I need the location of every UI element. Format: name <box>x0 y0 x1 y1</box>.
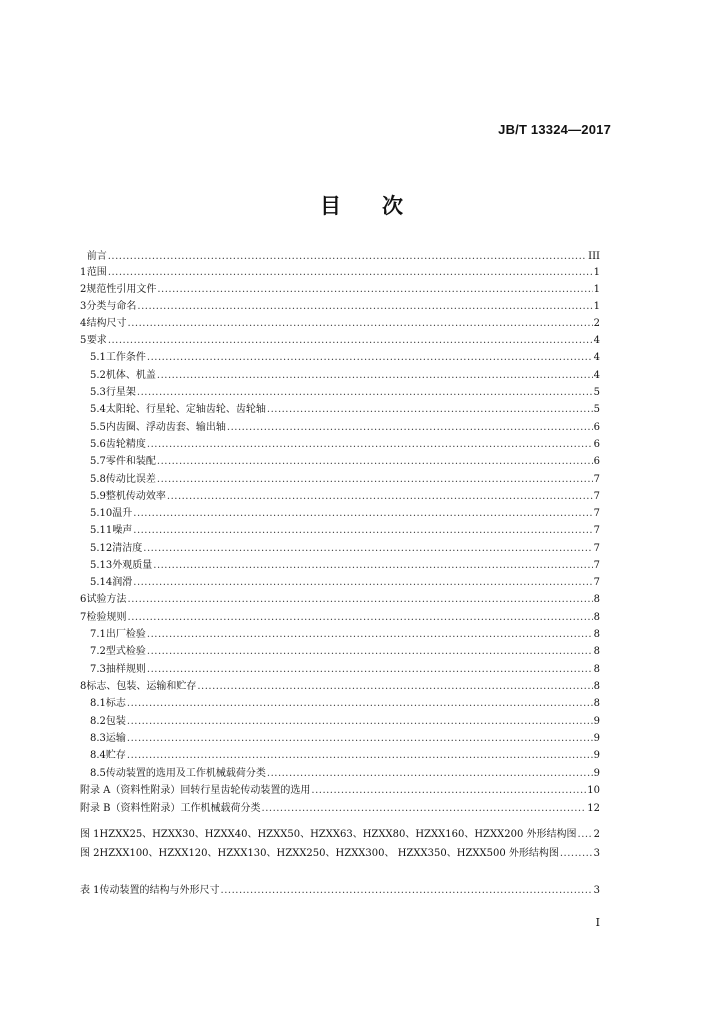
toc-entry-label: HZXX25、HZXX30、HZXX40、HZXX50、HZXX63、HZXX80、HZXX160、HZXX200 外形结构图 <box>99 829 577 840</box>
toc-entry-page: 8 <box>593 698 600 709</box>
toc-entry-label: 型式检验 <box>105 646 146 657</box>
toc-entry-page: 7 <box>593 577 600 588</box>
toc-entry-number: 图 1 <box>80 829 100 840</box>
toc-dot-leader <box>267 401 593 418</box>
toc-entry[interactable] <box>80 298 600 315</box>
toc-entry[interactable] <box>80 488 600 505</box>
toc-entry-page: 9 <box>593 750 600 761</box>
toc-entry[interactable] <box>80 695 600 712</box>
toc-entry-label: 噪声 <box>112 525 133 536</box>
toc-entry-label: 标志 <box>105 698 126 709</box>
toc-entry[interactable] <box>80 248 600 265</box>
toc-dot-leader <box>133 574 592 591</box>
toc-dot-leader <box>147 626 593 643</box>
toc-entry-label: 齿轮精度 <box>105 439 146 450</box>
toc-entry-page: III <box>588 251 600 262</box>
toc-entry-number: 7.2 <box>90 646 106 657</box>
toc-entry[interactable] <box>80 384 600 401</box>
toc-dot-leader <box>127 695 593 712</box>
toc-entry-number: 5.2 <box>90 370 106 381</box>
toc-dot-leader <box>137 384 593 401</box>
toc-dot-leader <box>128 609 593 626</box>
toc-entry-page: 7 <box>593 474 600 485</box>
toc-entry[interactable] <box>80 826 600 843</box>
toc-entry-number: 5.6 <box>90 439 106 450</box>
toc-dot-leader <box>157 453 593 470</box>
toc-entry[interactable] <box>80 332 600 349</box>
toc-dot-leader <box>197 678 592 695</box>
toc-entry-number: 5.5 <box>90 422 106 433</box>
toc-entry-number: 附录 B（资料性附录） <box>80 803 181 814</box>
toc-entry-number: 5.13 <box>90 560 113 571</box>
toc-entry-page: 8 <box>593 681 600 692</box>
toc-entry-page: 2 <box>593 318 600 329</box>
toc-entry-number: 5.12 <box>90 543 113 554</box>
toc-entry-label: 整机传动效率 <box>105 491 166 502</box>
toc-dot-leader <box>560 845 593 862</box>
toc-dot-leader <box>108 248 587 265</box>
toc-entry-number: 5.8 <box>90 474 106 485</box>
toc-entry-page: 4 <box>593 370 600 381</box>
toc-entry-label: 传动装置的选用及工作机械载荷分类 <box>105 768 266 779</box>
toc-entry-label: 传动比误差 <box>105 474 156 485</box>
toc-entry-page: 12 <box>587 803 600 814</box>
toc-entry[interactable] <box>80 436 600 453</box>
toc-dot-leader <box>157 471 593 488</box>
toc-dot-leader <box>147 661 593 678</box>
toc-dot-leader <box>137 298 592 315</box>
toc-dot-leader <box>128 315 593 332</box>
toc-entry[interactable] <box>80 730 600 747</box>
toc-entry-label: 行星架 <box>105 387 136 398</box>
toc-entry-page: 7 <box>593 508 600 519</box>
toc-entry-number: 图 2 <box>80 848 100 859</box>
toc-entry-page: 6 <box>593 439 600 450</box>
toc-entry-page: 10 <box>587 785 600 796</box>
toc-entry-label: 传动装置的结构与外形尺寸 <box>99 885 220 896</box>
toc-entry-page: 1 <box>593 267 600 278</box>
toc-entry-number: 6 <box>80 594 87 605</box>
toc-dot-leader <box>127 730 593 747</box>
toc-entry-label: 结构尺寸 <box>86 318 127 329</box>
toc-entry[interactable] <box>80 845 600 862</box>
toc-entry[interactable] <box>80 643 600 660</box>
toc-entry-page: 1 <box>593 284 600 295</box>
toc-entry[interactable] <box>80 505 600 522</box>
toc-entry[interactable] <box>80 315 600 332</box>
toc-entry-number: 5.11 <box>90 525 113 536</box>
toc-entry-number: 8.2 <box>90 716 106 727</box>
toc-entry-label: 抽样规则 <box>105 664 146 675</box>
toc-entry-label: 回转行星齿轮传动装置的选用 <box>180 785 311 796</box>
toc-dot-leader <box>143 540 592 557</box>
toc-entry-number: 5 <box>80 335 87 346</box>
toc-entry-label: 规范性引用文件 <box>86 284 157 295</box>
page-number: I <box>595 916 600 929</box>
toc-entry-label: 润滑 <box>112 577 133 588</box>
toc-entry-number: 7.3 <box>90 664 106 675</box>
toc-dot-leader <box>262 800 587 817</box>
toc-entry-number: 5.14 <box>90 577 113 588</box>
toc-entry[interactable] <box>80 557 600 574</box>
toc-entry-page: 3 <box>593 848 600 859</box>
toc-entry-label: 工作机械载荷分类 <box>180 803 261 814</box>
toc-entry-number: 附录 A（资料性附录） <box>80 785 181 796</box>
toc-dot-leader <box>153 557 592 574</box>
toc-entry-label: HZXX100、HZXX120、HZXX130、HZXX250、HZXX300、 HZXX350、HZXX500 外形结构图 <box>99 848 559 859</box>
toc-entry[interactable] <box>80 419 600 436</box>
toc-entry-label: 前言 <box>86 251 107 262</box>
toc-entry-label: 内齿圈、浮动齿套、输出轴 <box>105 422 226 433</box>
toc-entry-page: 8 <box>593 594 600 605</box>
toc-entry[interactable] <box>80 591 600 608</box>
toc-entry[interactable] <box>80 661 600 678</box>
title-char-right: 次 <box>382 194 404 218</box>
toc-entry[interactable] <box>80 471 600 488</box>
toc-entry-number: 5.4 <box>90 404 106 415</box>
toc-entry-label: 零件和装配 <box>105 456 156 467</box>
toc-entry-number: 7 <box>80 612 87 623</box>
toc-entry-label: 检验规则 <box>86 612 127 623</box>
toc-dot-leader <box>227 419 593 436</box>
toc-dot-leader <box>147 349 593 366</box>
toc-entry-page: 7 <box>593 560 600 571</box>
toc-entry-page: 7 <box>593 491 600 502</box>
toc-entry[interactable] <box>80 882 600 899</box>
toc-dot-leader <box>157 281 592 298</box>
toc-entry[interactable] <box>80 626 600 643</box>
toc-entry-label: 包装 <box>105 716 126 727</box>
toc-entry[interactable] <box>80 401 600 418</box>
toc-entry-number: 4 <box>80 318 87 329</box>
toc-entry[interactable] <box>80 522 600 539</box>
toc-entry-page: 4 <box>593 352 600 363</box>
toc-entry-page: 8 <box>593 646 600 657</box>
toc-dot-leader <box>167 488 593 505</box>
toc-entry-label: 范围 <box>86 267 107 278</box>
toc-entry-page: 1 <box>593 301 600 312</box>
toc-dot-leader <box>127 747 593 764</box>
toc-entry-number: 8.3 <box>90 733 106 744</box>
toc-entry-page: 8 <box>593 664 600 675</box>
toc-dot-leader <box>128 591 593 608</box>
toc-dot-leader <box>133 522 592 539</box>
toc-entry-number: 5.1 <box>90 352 106 363</box>
toc-dot-leader <box>133 505 592 522</box>
toc-entry-label: 贮存 <box>105 750 126 761</box>
toc-entry-number: 8.5 <box>90 768 106 779</box>
toc-dot-leader <box>127 713 593 730</box>
toc-entry-page: 9 <box>593 733 600 744</box>
toc-entry-number: 5.10 <box>90 508 113 519</box>
toc-entry-label: 温升 <box>112 508 133 519</box>
toc-entry[interactable] <box>80 678 600 695</box>
toc-entry[interactable] <box>80 765 600 782</box>
toc-entry[interactable] <box>80 281 600 298</box>
toc-dot-leader <box>311 782 586 799</box>
toc-entry[interactable] <box>80 367 600 384</box>
toc-dot-leader <box>147 643 593 660</box>
toc-entry-label: 运输 <box>105 733 126 744</box>
toc-entry-number: 7.1 <box>90 629 106 640</box>
toc-entry-page: 5 <box>593 387 600 398</box>
toc-entry-number: 1 <box>80 267 87 278</box>
toc-entry[interactable] <box>80 713 600 730</box>
toc-entry[interactable] <box>80 800 600 817</box>
toc-entry-number: 5.7 <box>90 456 106 467</box>
toc-entry-page: 8 <box>593 612 600 623</box>
toc-entry-label: 试验方法 <box>86 594 127 605</box>
toc-entry-label: 工作条件 <box>105 352 146 363</box>
toc-entry[interactable] <box>80 747 600 764</box>
toc-entry-page: 3 <box>593 885 600 896</box>
standard-code: JB/T 13324—2017 <box>498 122 611 137</box>
toc-entry-label: 清洁度 <box>112 543 143 554</box>
toc-entry-page: 7 <box>593 525 600 536</box>
toc-entry-label: 分类与命名 <box>86 301 137 312</box>
toc-entry[interactable] <box>80 264 600 281</box>
toc-entry-page: 2 <box>593 829 600 840</box>
toc-entry[interactable] <box>80 349 600 366</box>
toc-entry[interactable] <box>80 782 600 799</box>
toc-entry-label: 出厂检验 <box>105 629 146 640</box>
toc-dot-leader <box>147 436 593 453</box>
toc-entry-number: 2 <box>80 284 87 295</box>
toc-dot-leader <box>157 367 593 384</box>
toc-entry-number: 8 <box>80 681 87 692</box>
toc-dot-leader <box>108 264 593 281</box>
toc-dot-leader <box>267 765 593 782</box>
toc-entry-label: 标志、包装、运输和贮存 <box>86 681 197 692</box>
title-char-left: 目 <box>320 194 342 218</box>
toc-entry-number: 8.4 <box>90 750 106 761</box>
toc-entry-label: 外观质量 <box>112 560 153 571</box>
toc-entry[interactable] <box>80 540 600 557</box>
toc-entry-number: 8.1 <box>90 698 106 709</box>
toc-entry-number: 表 1 <box>80 885 100 896</box>
toc-entry-page: 7 <box>593 543 600 554</box>
toc-entry-label: 机体、机盖 <box>105 370 156 381</box>
toc-entry[interactable] <box>80 453 600 470</box>
toc-entry[interactable] <box>80 609 600 626</box>
toc-dot-leader <box>221 882 593 899</box>
toc-entry-label: 要求 <box>86 335 107 346</box>
toc-entry-label: 太阳轮、行星轮、定轴齿轮、齿轮轴 <box>105 404 266 415</box>
toc-entry-number: 3 <box>80 301 87 312</box>
toc-entry-page: 6 <box>593 422 600 433</box>
toc-entry-page: 4 <box>593 335 600 346</box>
toc-dot-leader <box>108 332 593 349</box>
toc-entry-page: 6 <box>593 456 600 467</box>
toc-entry-page: 9 <box>593 768 600 779</box>
toc-dot-leader <box>578 826 593 843</box>
toc-entry-page: 9 <box>593 716 600 727</box>
page-title <box>0 190 724 220</box>
toc-entry-page: 5 <box>593 404 600 415</box>
toc-entry[interactable] <box>80 574 600 591</box>
toc-entry-page: 8 <box>593 629 600 640</box>
toc-entry-number: 5.3 <box>90 387 106 398</box>
toc-entry-number: 5.9 <box>90 491 106 502</box>
